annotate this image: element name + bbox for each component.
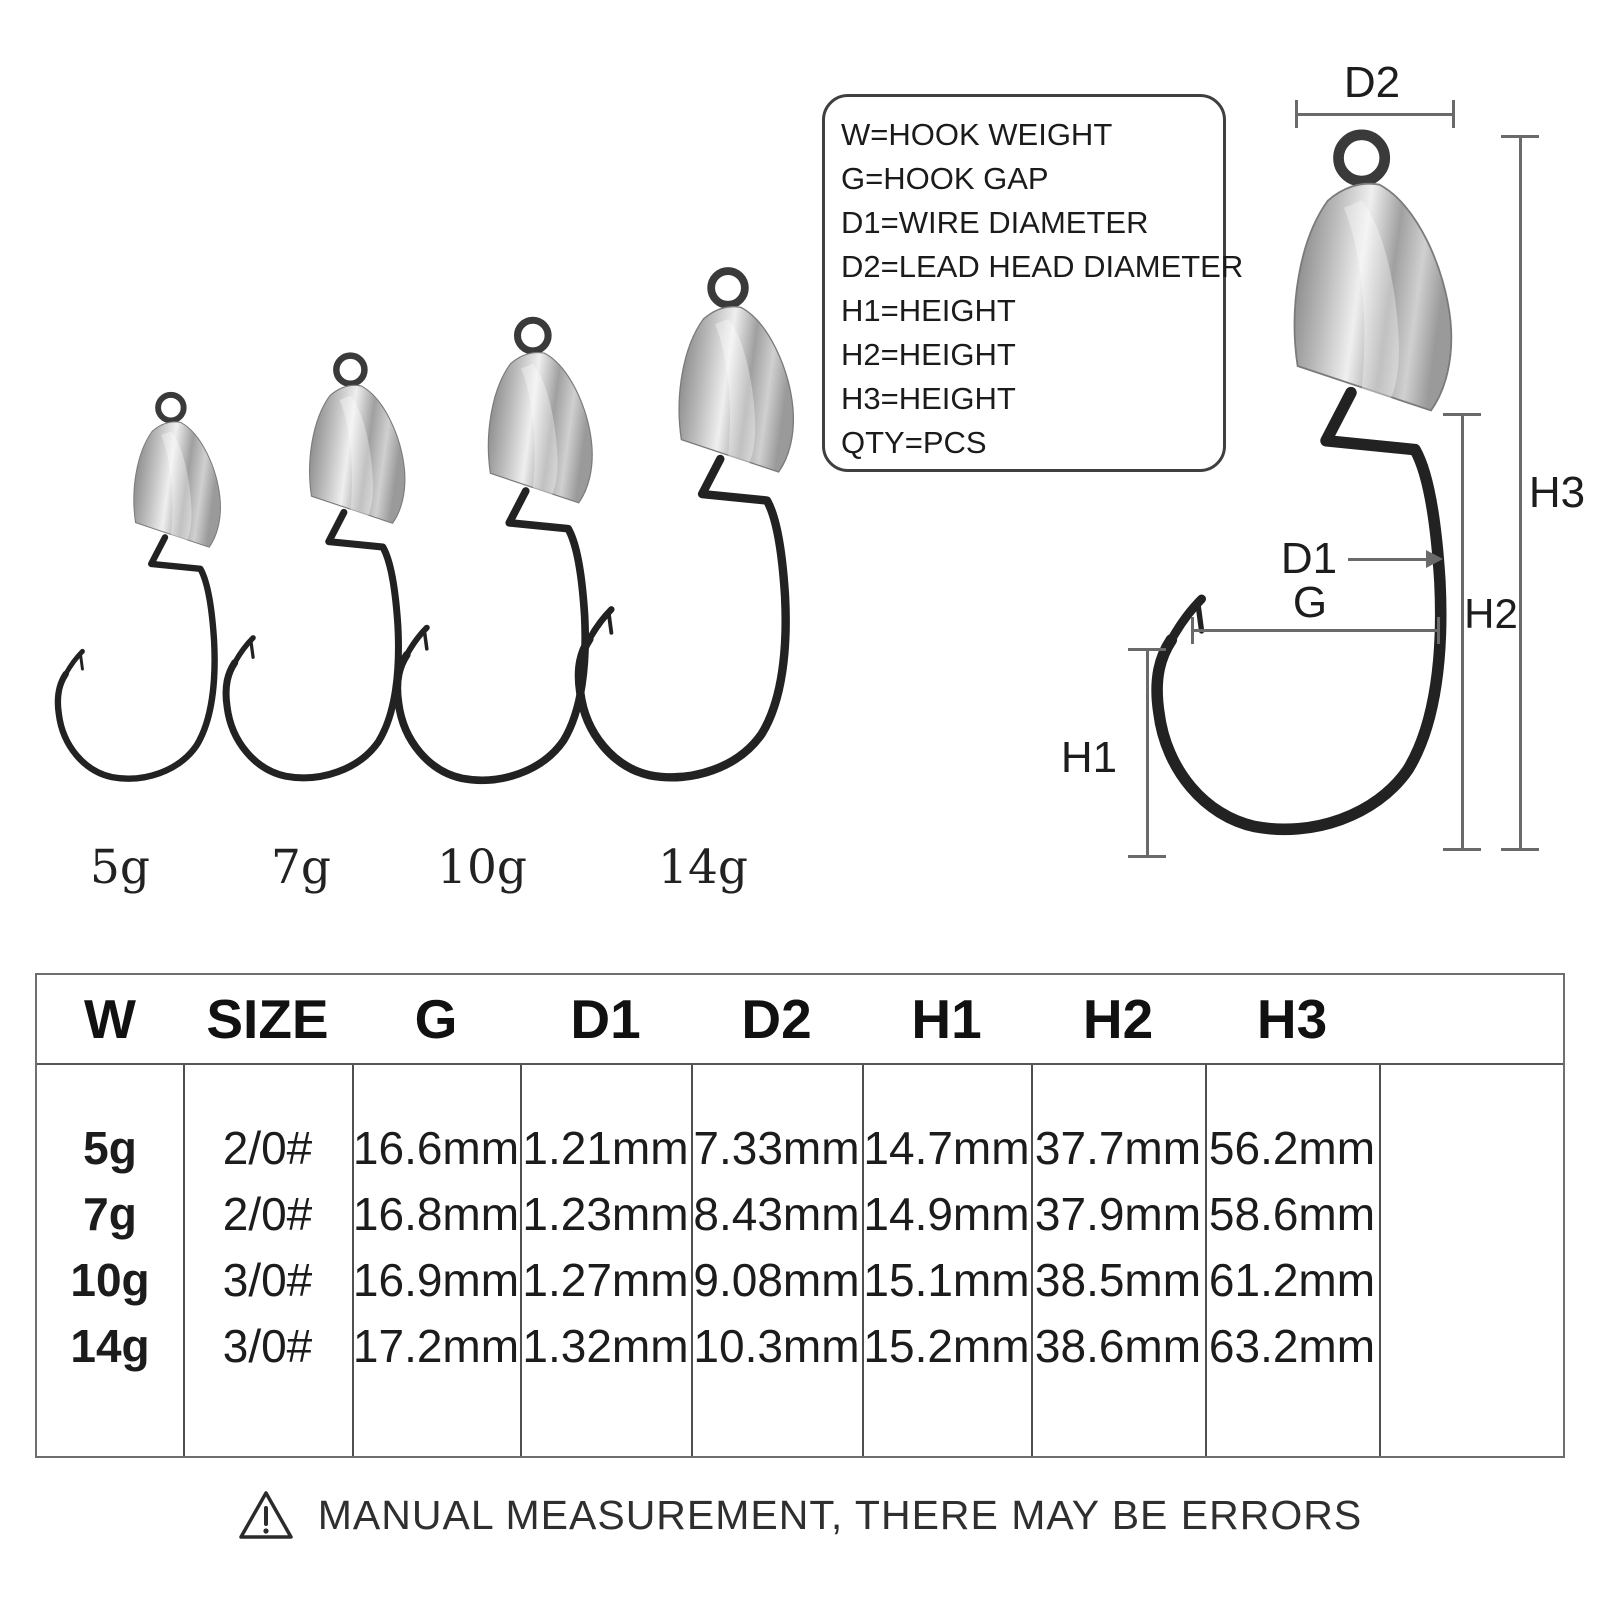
dim-tick-h1-bottom bbox=[1128, 855, 1166, 858]
legend-item-h2: H2=HEIGHT bbox=[841, 337, 1016, 372]
warning-triangle-icon bbox=[238, 1488, 294, 1542]
col-header-h1: H1 bbox=[911, 988, 982, 1050]
col-header-size: SIZE bbox=[206, 988, 329, 1050]
col-header-h2: H2 bbox=[1082, 988, 1154, 1050]
dim-label-h3: H3 bbox=[1528, 468, 1586, 517]
cell-h2: 37.9mm bbox=[1034, 1188, 1202, 1240]
spec-table-body bbox=[37, 1065, 1563, 1456]
legend-item-d2: D2=LEAD HEAD DIAMETER bbox=[841, 249, 1244, 284]
cell-h2: 38.6mm bbox=[1034, 1320, 1202, 1372]
cell-g: 17.2mm bbox=[352, 1320, 520, 1372]
dim-tick-d2-right bbox=[1452, 100, 1455, 128]
dim-tick-g-right bbox=[1437, 617, 1440, 644]
col-header-empty bbox=[1379, 975, 1563, 1063]
cell-empty bbox=[1379, 1181, 1563, 1247]
dim-tick-h2-top bbox=[1443, 413, 1481, 416]
hook-weight-label-10g: 10g bbox=[437, 840, 527, 895]
cell-h3: 56.2mm bbox=[1208, 1122, 1376, 1174]
cell-h1: 14.7mm bbox=[863, 1122, 1030, 1174]
cell-size: 2/0# bbox=[222, 1122, 313, 1174]
cell-w: 5g bbox=[83, 1122, 137, 1174]
hook-image-14g bbox=[562, 262, 802, 787]
col-header-g: G bbox=[414, 988, 458, 1050]
cell-w: 10g bbox=[70, 1254, 150, 1306]
cell-h2: 37.7mm bbox=[1034, 1122, 1202, 1174]
cell-empty bbox=[1379, 1247, 1563, 1313]
col-header-d1: D1 bbox=[570, 988, 641, 1050]
col-header-h3: H3 bbox=[1256, 988, 1328, 1050]
dim-tick-h2-bottom bbox=[1443, 848, 1481, 851]
dim-tick-g-left bbox=[1191, 617, 1194, 644]
dim-arrowhead-d1 bbox=[1426, 550, 1443, 568]
cell-g: 16.6mm bbox=[352, 1122, 520, 1174]
cell-d1: 1.27mm bbox=[522, 1254, 689, 1306]
warning-footer bbox=[0, 1488, 1600, 1542]
cell-d1: 1.23mm bbox=[522, 1188, 689, 1240]
cell-w: 14g bbox=[70, 1320, 150, 1372]
warning-text: MANUAL MEASUREMENT, THERE MAY BE ERRORS bbox=[317, 1491, 1363, 1538]
cell-h3: 61.2mm bbox=[1208, 1254, 1376, 1306]
cell-h1: 15.1mm bbox=[863, 1254, 1030, 1306]
cell-size: 2/0# bbox=[222, 1188, 313, 1240]
cell-size: 3/0# bbox=[222, 1254, 313, 1306]
spec-table bbox=[35, 973, 1565, 1458]
legend-item-qty: QTY=PCS bbox=[841, 425, 987, 460]
hook-weight-label-7g: 7g bbox=[271, 840, 331, 895]
cell-h2: 38.5mm bbox=[1034, 1254, 1202, 1306]
dim-label-g: G bbox=[1292, 578, 1328, 627]
cell-d2: 7.33mm bbox=[693, 1122, 860, 1174]
legend-item-h3: H3=HEIGHT bbox=[841, 381, 1016, 416]
cell-g: 16.8mm bbox=[352, 1188, 520, 1240]
hook-image-5g bbox=[45, 388, 227, 786]
dim-arrow-d1-line bbox=[1348, 558, 1428, 561]
legend-item-g: G=HOOK GAP bbox=[841, 161, 1049, 196]
cell-d1: 1.21mm bbox=[522, 1122, 689, 1174]
dim-label-h1: H1 bbox=[1060, 733, 1118, 782]
hook-weight-label-14g: 14g bbox=[658, 840, 748, 895]
dim-tick-h1-top bbox=[1128, 648, 1166, 651]
dim-line-h1 bbox=[1146, 648, 1149, 858]
hook-weight-label-5g: 5g bbox=[90, 840, 150, 895]
cell-size: 3/0# bbox=[222, 1320, 313, 1372]
cell-h3: 63.2mm bbox=[1208, 1320, 1376, 1372]
dim-label-d1: D1 bbox=[1280, 534, 1338, 583]
legend-item-d1: D1=WIRE DIAMETER bbox=[841, 205, 1149, 240]
dim-line-h3 bbox=[1519, 135, 1522, 851]
cell-w: 7g bbox=[83, 1188, 137, 1240]
col-header-w: W bbox=[84, 988, 136, 1050]
dim-label-d2: D2 bbox=[1343, 58, 1401, 107]
spec-table-rows bbox=[37, 1115, 1563, 1379]
cell-d1: 1.32mm bbox=[522, 1320, 689, 1372]
spec-table-header-row bbox=[37, 975, 1563, 1065]
cell-h1: 15.2mm bbox=[863, 1320, 1030, 1372]
dim-line-g bbox=[1191, 629, 1440, 632]
dim-tick-d2-left bbox=[1295, 100, 1298, 128]
dim-line-d2 bbox=[1295, 113, 1455, 116]
col-header-d2: D2 bbox=[741, 988, 812, 1050]
cell-d2: 8.43mm bbox=[693, 1188, 860, 1240]
cell-h1: 14.9mm bbox=[863, 1188, 1030, 1240]
cell-empty bbox=[1379, 1313, 1563, 1379]
cell-empty bbox=[1379, 1115, 1563, 1181]
cell-d2: 9.08mm bbox=[693, 1254, 860, 1306]
cell-g: 16.9mm bbox=[352, 1254, 520, 1306]
cell-d2: 10.3mm bbox=[693, 1320, 860, 1372]
legend-item-h1: H1=HEIGHT bbox=[841, 293, 1016, 328]
cell-h3: 58.6mm bbox=[1208, 1188, 1376, 1240]
dim-tick-h3-top bbox=[1501, 135, 1539, 138]
hook-diagram-image bbox=[1134, 122, 1463, 843]
legend-item-w: W=HOOK WEIGHT bbox=[841, 117, 1113, 152]
dim-label-h2: H2 bbox=[1464, 590, 1518, 637]
dim-tick-h3-bottom bbox=[1501, 848, 1539, 851]
